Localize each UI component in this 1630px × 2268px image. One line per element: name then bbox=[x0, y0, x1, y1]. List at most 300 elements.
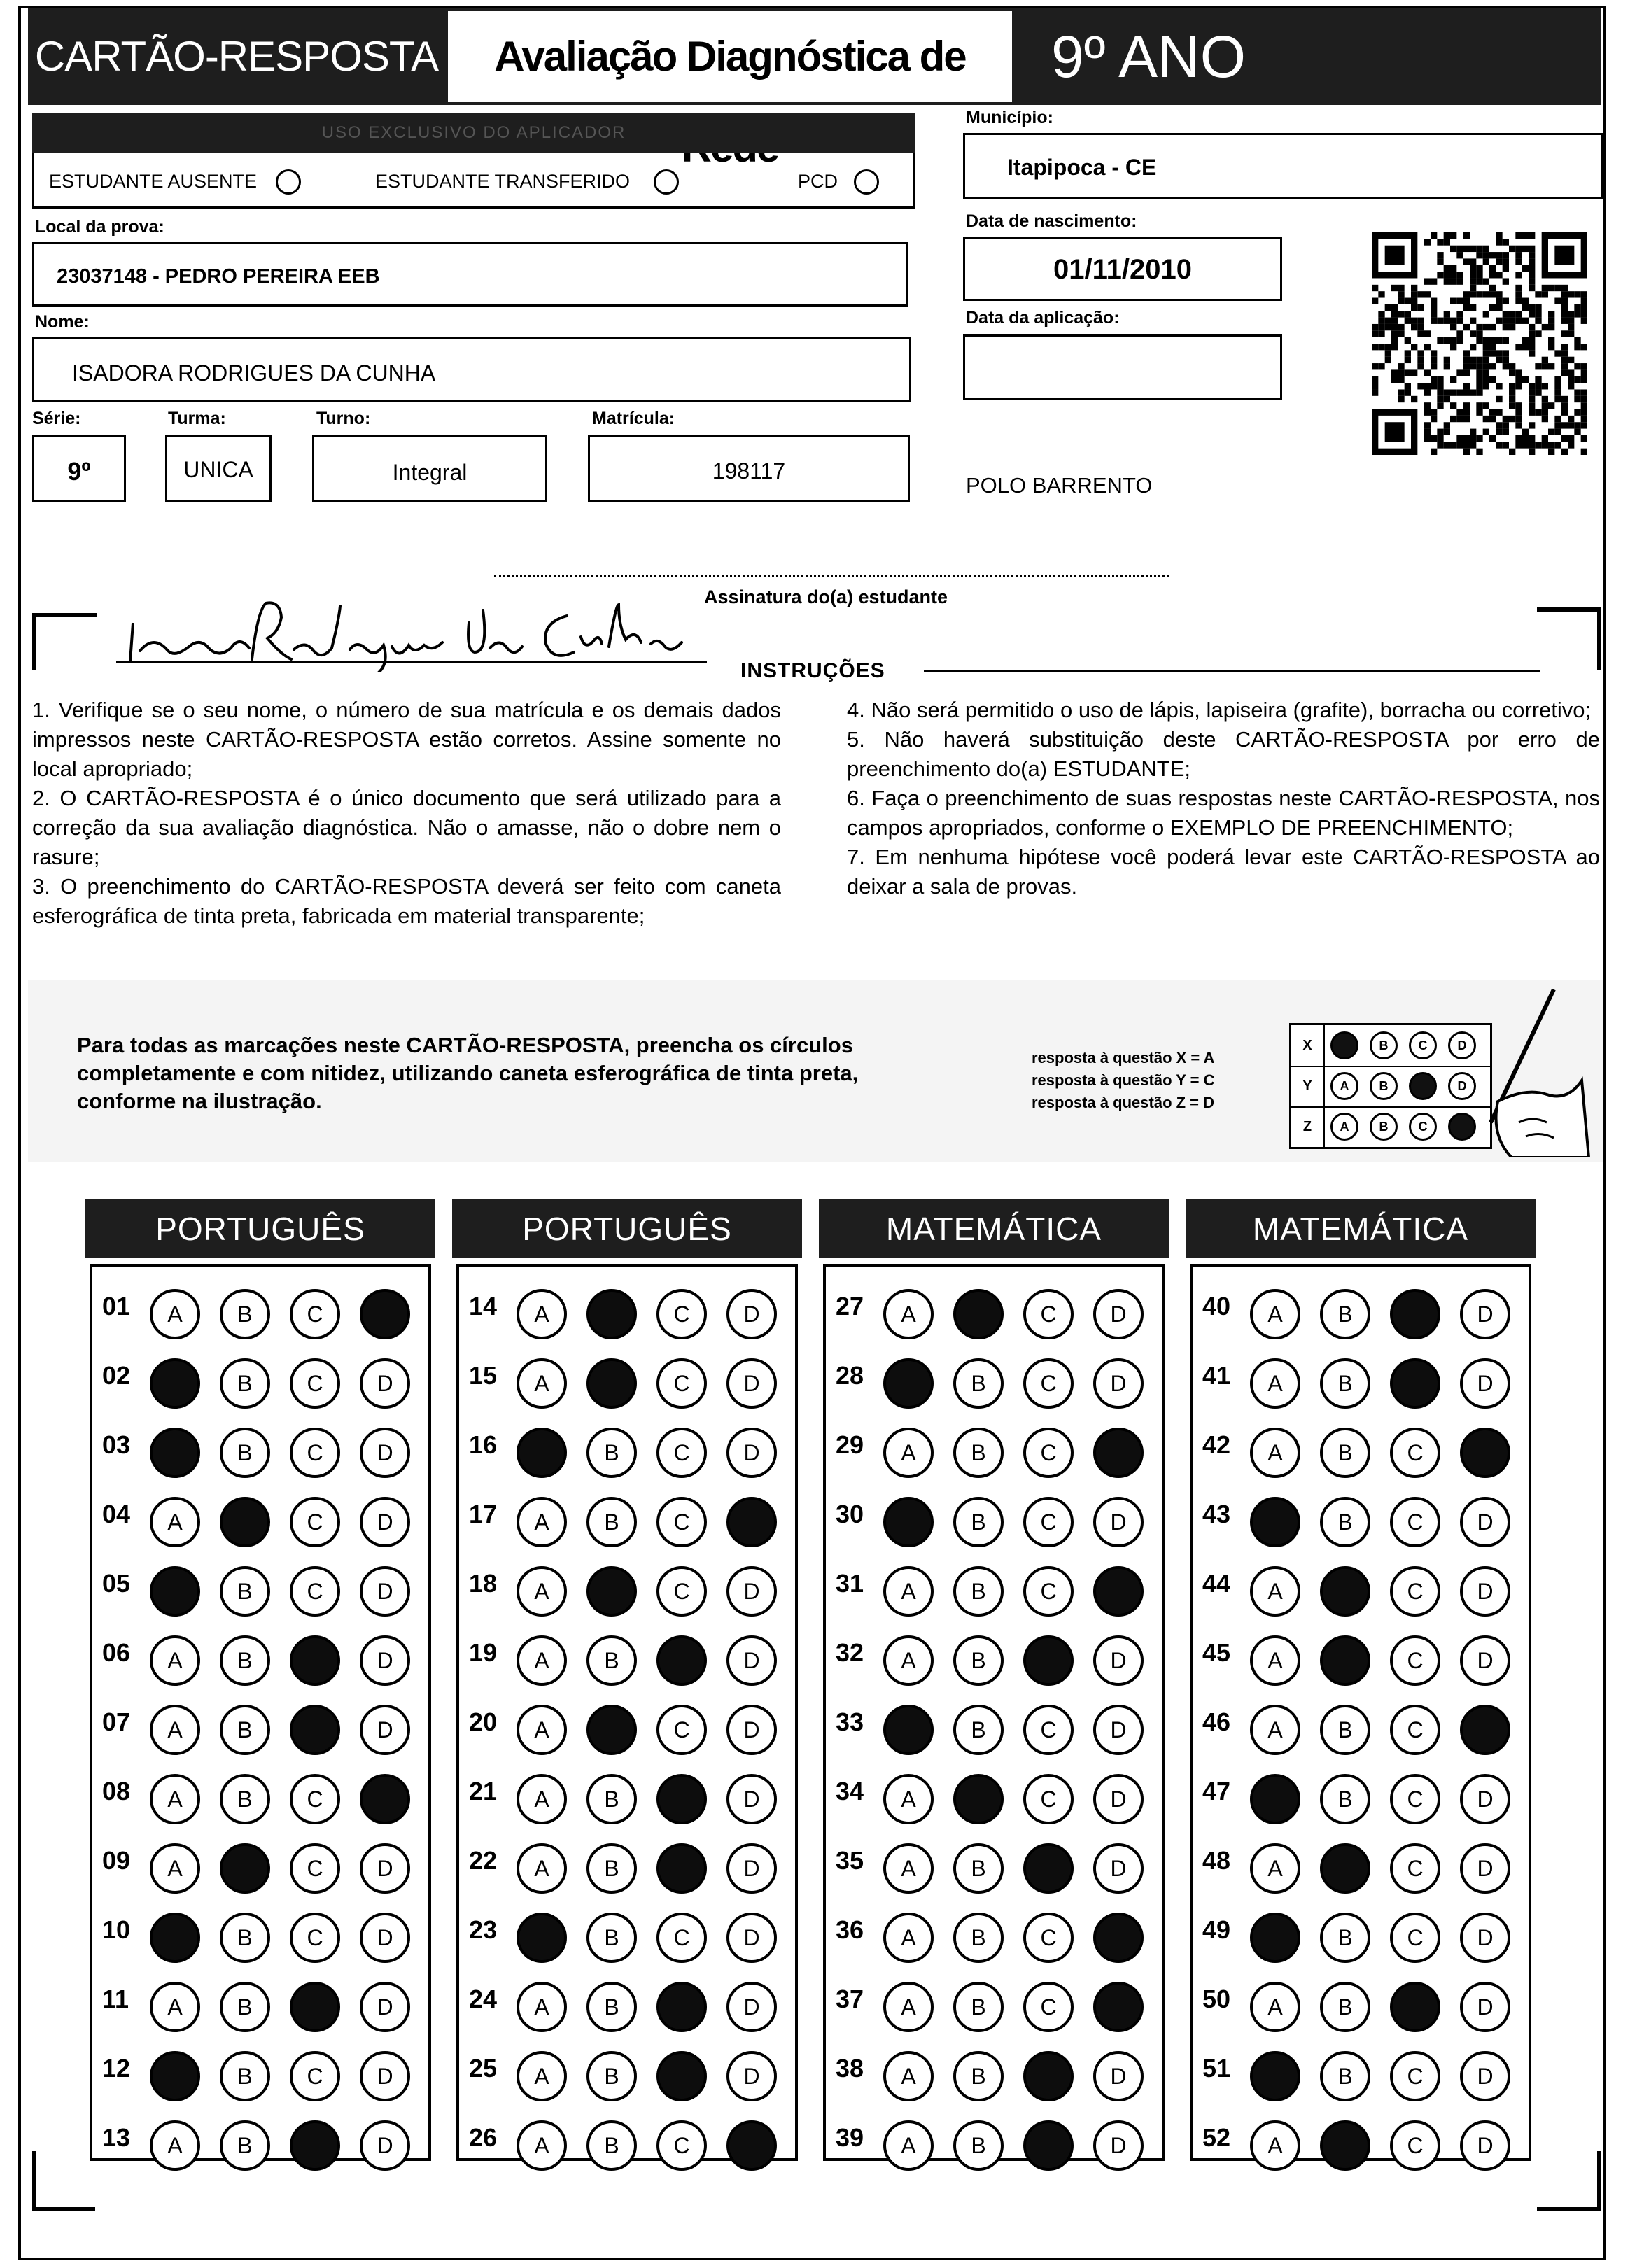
answer-bubble-c[interactable] bbox=[290, 1705, 340, 1755]
section-answer-box bbox=[456, 1264, 798, 2161]
answer-bubble-b[interactable] bbox=[953, 1289, 1004, 1339]
turma-label: Turma: bbox=[168, 409, 226, 428]
example-answer-line: resposta à questão X = A bbox=[1032, 1049, 1215, 1066]
answer-bubble-d[interactable] bbox=[1093, 1982, 1144, 2032]
answer-bubble-d[interactable] bbox=[726, 1497, 777, 1547]
answer-bubble-b[interactable] bbox=[1320, 1843, 1370, 1894]
question-number: 35 bbox=[836, 1846, 864, 1875]
answer-bubble-c[interactable]: C bbox=[656, 1428, 707, 1478]
answer-bubble-d[interactable]: D bbox=[726, 1705, 777, 1755]
answer-bubble-b[interactable]: B bbox=[1320, 1774, 1370, 1824]
example-answers bbox=[1032, 1047, 1214, 1114]
answer-bubble-d[interactable] bbox=[1460, 1428, 1510, 1478]
question-row bbox=[826, 2106, 1162, 2169]
answer-bubble-b[interactable]: B bbox=[220, 1566, 270, 1617]
question-number: 26 bbox=[469, 2123, 498, 2152]
answer-bubble-d[interactable]: D bbox=[1093, 1774, 1144, 1824]
example-bubble-a: A bbox=[1330, 1072, 1358, 1100]
answer-bubble-a[interactable]: A bbox=[150, 1774, 200, 1824]
answer-bubble-c[interactable]: C bbox=[290, 1358, 340, 1409]
answer-bubble-a[interactable] bbox=[150, 2051, 200, 2101]
answer-bubble-d[interactable]: D bbox=[726, 1843, 777, 1894]
question-row bbox=[459, 1691, 795, 1754]
answer-bubble-c[interactable]: C bbox=[656, 2120, 707, 2171]
answer-bubble-d[interactable]: D bbox=[1093, 2051, 1144, 2101]
answer-bubble-b[interactable]: B bbox=[220, 1913, 270, 1963]
answer-bubble-b[interactable]: B bbox=[220, 1635, 270, 1686]
answer-bubble-d[interactable]: D bbox=[360, 1913, 410, 1963]
question-row bbox=[92, 1275, 428, 1338]
answer-bubble-b[interactable]: B bbox=[953, 1982, 1004, 2032]
question-number: 01 bbox=[102, 1292, 131, 1320]
answer-bubble-b[interactable] bbox=[953, 1774, 1004, 1824]
answer-bubble-c[interactable]: C bbox=[290, 1497, 340, 1547]
question-number: 27 bbox=[836, 1292, 864, 1320]
answer-bubble-b[interactable]: B bbox=[1320, 1289, 1370, 1339]
question-row bbox=[459, 1344, 795, 1407]
answer-bubble-c[interactable] bbox=[290, 1982, 340, 2032]
answer-bubble-a[interactable]: A bbox=[883, 1843, 934, 1894]
example-bubble-c: C bbox=[1409, 1113, 1437, 1141]
answer-bubble-b[interactable]: B bbox=[953, 1843, 1004, 1894]
answer-bubble-b[interactable]: B bbox=[586, 1497, 637, 1547]
answer-bubble-d[interactable]: D bbox=[1460, 1982, 1510, 2032]
question-row bbox=[826, 2037, 1162, 2100]
answer-bubble-a[interactable]: A bbox=[517, 1705, 567, 1755]
answer-bubble-a[interactable] bbox=[1250, 1497, 1300, 1547]
answer-bubble-c[interactable] bbox=[290, 2120, 340, 2171]
example-grid bbox=[1289, 1023, 1492, 1149]
corner-bottom-left bbox=[32, 2151, 95, 2211]
answer-bubble-b[interactable]: B bbox=[220, 2120, 270, 2171]
answer-bubble-a[interactable]: A bbox=[150, 1843, 200, 1894]
answer-bubble-d[interactable]: D bbox=[360, 2120, 410, 2171]
answer-bubble-a[interactable]: A bbox=[883, 1428, 934, 1478]
absent-label: ESTUDANTE AUSENTE bbox=[49, 171, 258, 192]
answer-bubble-a[interactable]: A bbox=[1250, 1428, 1300, 1478]
answer-bubble-b[interactable]: B bbox=[1320, 1705, 1370, 1755]
answer-bubble-b[interactable]: B bbox=[953, 2120, 1004, 2171]
answer-bubble-c[interactable]: C bbox=[1023, 1913, 1074, 1963]
question-number: 31 bbox=[836, 1569, 864, 1598]
answer-bubble-c[interactable] bbox=[1023, 2120, 1074, 2171]
answer-bubble-b[interactable]: B bbox=[1320, 2051, 1370, 2101]
answer-bubble-a[interactable]: A bbox=[517, 2051, 567, 2101]
answer-bubble-d[interactable] bbox=[1093, 1428, 1144, 1478]
instruction-item: 6. Faça o preenchimento de suas respostas neste CARTÃO-RESPOSTA, nos campos apropriados, conforme o EXEMPLO DE PREENCHIMENTO; bbox=[847, 786, 1600, 840]
answer-bubble-b[interactable]: B bbox=[586, 1635, 637, 1686]
answer-bubble-b[interactable]: B bbox=[220, 2051, 270, 2101]
answer-bubble-d[interactable]: D bbox=[726, 1982, 777, 2032]
transferred-radio[interactable] bbox=[654, 169, 679, 195]
answer-bubble-d[interactable]: D bbox=[360, 1358, 410, 1409]
answer-bubble-c[interactable]: C bbox=[290, 2051, 340, 2101]
answer-bubble-a[interactable]: A bbox=[1250, 1705, 1300, 1755]
answer-bubble-b[interactable]: B bbox=[586, 1843, 637, 1894]
question-row bbox=[826, 1829, 1162, 1892]
answer-bubble-c[interactable]: C bbox=[290, 1913, 340, 1963]
answer-bubble-b[interactable]: B bbox=[586, 1774, 637, 1824]
answer-bubble-d[interactable]: D bbox=[726, 1289, 777, 1339]
answer-bubble-c[interactable] bbox=[1023, 1635, 1074, 1686]
answer-bubble-d[interactable]: D bbox=[1460, 1289, 1510, 1339]
answer-bubble-d[interactable]: D bbox=[360, 1635, 410, 1686]
answer-bubble-b[interactable] bbox=[586, 1358, 637, 1409]
answer-bubble-a[interactable]: A bbox=[150, 1635, 200, 1686]
question-number: 41 bbox=[1202, 1361, 1231, 1390]
answer-bubble-d[interactable] bbox=[1093, 1913, 1144, 1963]
question-number: 25 bbox=[469, 2054, 498, 2083]
example-bubble-a: A bbox=[1330, 1113, 1358, 1141]
instruction-item: 4. Não será permitido o uso de lápis, lapiseira (grafite), borracha ou corretivo; bbox=[847, 698, 1592, 722]
question-row bbox=[459, 1552, 795, 1615]
answer-bubble-d[interactable]: D bbox=[1093, 1843, 1144, 1894]
example-text: Para todas as marcações neste CARTÃO-RESPOSTA, preencha os círculos completamente e com nitidez, utilizando caneta esferográfica de tinta preta, conforme na ilustração. bbox=[77, 1033, 859, 1113]
question-number: 07 bbox=[102, 1707, 131, 1736]
answer-bubble-c[interactable]: C bbox=[290, 1428, 340, 1478]
answer-bubble-c[interactable]: C bbox=[656, 1566, 707, 1617]
question-row bbox=[92, 1344, 428, 1407]
answer-bubble-d[interactable]: D bbox=[726, 1635, 777, 1686]
answer-bubble-b[interactable] bbox=[586, 1566, 637, 1617]
answer-bubble-d[interactable]: D bbox=[1460, 1358, 1510, 1409]
answer-bubble-c[interactable]: C bbox=[1390, 1705, 1440, 1755]
answer-bubble-a[interactable] bbox=[1250, 1774, 1300, 1824]
answer-bubble-a[interactable]: A bbox=[1250, 1566, 1300, 1617]
answer-bubble-c[interactable]: C bbox=[1390, 1566, 1440, 1617]
answer-bubble-c[interactable]: C bbox=[1390, 1635, 1440, 1686]
section-answer-box bbox=[823, 1264, 1165, 2161]
answer-bubble-b[interactable]: B bbox=[953, 1428, 1004, 1478]
answer-bubble-d[interactable]: D bbox=[1460, 1635, 1510, 1686]
answer-bubble-a[interactable]: A bbox=[1250, 1358, 1300, 1409]
answer-bubble-b[interactable]: B bbox=[953, 1913, 1004, 1963]
answer-bubble-d[interactable]: D bbox=[1460, 1566, 1510, 1617]
answer-bubble-a[interactable] bbox=[150, 1428, 200, 1478]
section-header: MATEMÁTICA bbox=[1186, 1199, 1536, 1258]
question-row bbox=[92, 2106, 428, 2169]
question-number: 42 bbox=[1202, 1430, 1231, 1459]
absent-radio[interactable] bbox=[276, 169, 301, 195]
answer-bubble-b[interactable]: B bbox=[586, 2120, 637, 2171]
question-row bbox=[459, 1968, 795, 2031]
answer-bubble-a[interactable]: A bbox=[150, 2120, 200, 2171]
local-value: 23037148 - PEDRO PEREIRA EEB bbox=[57, 265, 380, 288]
answer-bubble-b[interactable] bbox=[1320, 1566, 1370, 1617]
answer-bubble-a[interactable]: A bbox=[150, 1497, 200, 1547]
answer-bubble-a[interactable]: A bbox=[883, 1635, 934, 1686]
answer-bubble-d[interactable]: D bbox=[360, 1428, 410, 1478]
answer-bubble-d[interactable]: D bbox=[360, 1843, 410, 1894]
matricula-value: 198117 bbox=[712, 458, 786, 484]
answer-bubble-b[interactable] bbox=[586, 1705, 637, 1755]
answer-bubble-d[interactable]: D bbox=[726, 1428, 777, 1478]
example-question-label: X bbox=[1291, 1025, 1325, 1066]
answer-bubble-a[interactable] bbox=[883, 1497, 934, 1547]
question-row bbox=[826, 1483, 1162, 1546]
answer-bubble-a[interactable]: A bbox=[883, 1913, 934, 1963]
answer-bubble-c[interactable] bbox=[1023, 1843, 1074, 1894]
answer-bubble-a[interactable] bbox=[1250, 2051, 1300, 2101]
answer-bubble-b[interactable]: B bbox=[953, 1635, 1004, 1686]
answer-bubble-d[interactable] bbox=[1460, 1705, 1510, 1755]
section-header: MATEMÁTICA bbox=[819, 1199, 1169, 1258]
question-number: 43 bbox=[1202, 1500, 1231, 1528]
answer-bubble-c[interactable] bbox=[1390, 1289, 1440, 1339]
answer-bubble-c[interactable]: C bbox=[1023, 1428, 1074, 1478]
answer-bubble-c[interactable] bbox=[656, 2051, 707, 2101]
turno-value: Integral bbox=[392, 460, 468, 485]
answer-bubble-c[interactable]: C bbox=[290, 1843, 340, 1894]
answer-bubble-c[interactable]: C bbox=[1023, 1358, 1074, 1409]
answer-bubble-b[interactable]: B bbox=[953, 1566, 1004, 1617]
question-row bbox=[1193, 2037, 1529, 2100]
matricula-field bbox=[588, 435, 910, 502]
answer-bubble-a[interactable] bbox=[1250, 1913, 1300, 1963]
answer-bubble-a[interactable]: A bbox=[517, 1566, 567, 1617]
answer-bubble-b[interactable]: B bbox=[220, 1982, 270, 2032]
answer-bubble-c[interactable] bbox=[1390, 1358, 1440, 1409]
answer-bubble-a[interactable]: A bbox=[517, 2120, 567, 2171]
answer-bubble-b[interactable]: B bbox=[953, 1705, 1004, 1755]
question-row bbox=[1193, 1829, 1529, 1892]
answer-bubble-b[interactable]: B bbox=[220, 1705, 270, 1755]
answer-bubble-c[interactable]: C bbox=[1390, 1497, 1440, 1547]
answer-bubble-a[interactable]: A bbox=[1250, 1982, 1300, 2032]
answer-bubble-a[interactable]: A bbox=[883, 2120, 934, 2171]
example-bubble-d: D bbox=[1448, 1072, 1476, 1100]
answer-bubble-c[interactable]: C bbox=[656, 1289, 707, 1339]
answer-bubble-b[interactable]: B bbox=[586, 2051, 637, 2101]
answer-bubble-d[interactable]: D bbox=[1460, 1774, 1510, 1824]
answer-bubble-a[interactable]: A bbox=[883, 1982, 934, 2032]
answer-bubble-a[interactable] bbox=[150, 1358, 200, 1409]
applicator-bar: USO EXCLUSIVO DO APLICADOR bbox=[32, 113, 915, 153]
question-number: 19 bbox=[469, 1638, 498, 1667]
question-number: 11 bbox=[102, 1985, 129, 2013]
instruction-item: 5. Não haverá substituição deste CARTÃO-RESPOSTA por erro de preenchimento do(a) ESTUDANTE; bbox=[847, 727, 1600, 781]
question-row bbox=[92, 1621, 428, 1684]
answer-bubble-c[interactable]: C bbox=[1390, 1843, 1440, 1894]
answer-bubble-a[interactable]: A bbox=[1250, 1843, 1300, 1894]
answer-bubble-b[interactable] bbox=[1320, 1635, 1370, 1686]
answer-bubble-a[interactable]: A bbox=[1250, 2120, 1300, 2171]
answer-bubble-d[interactable]: D bbox=[726, 1566, 777, 1617]
answer-bubble-b[interactable] bbox=[220, 1843, 270, 1894]
answer-bubble-b[interactable]: B bbox=[220, 1428, 270, 1478]
answer-bubble-c[interactable]: C bbox=[1390, 1428, 1440, 1478]
question-row bbox=[92, 1829, 428, 1892]
section-answer-box bbox=[1190, 1264, 1531, 2161]
answer-bubble-c[interactable] bbox=[656, 1843, 707, 1894]
answer-bubble-b[interactable] bbox=[220, 1497, 270, 1547]
answer-bubble-a[interactable]: A bbox=[150, 1705, 200, 1755]
answer-bubble-a[interactable]: A bbox=[517, 1982, 567, 2032]
pcd-radio[interactable] bbox=[854, 169, 879, 195]
answer-bubble-b[interactable]: B bbox=[1320, 1428, 1370, 1478]
signature-label: Assinatura do(a) estudante bbox=[704, 586, 948, 607]
answer-bubble-a[interactable] bbox=[883, 1705, 934, 1755]
birthdate-label: Data de nascimento: bbox=[966, 211, 1137, 231]
answer-bubble-b[interactable]: B bbox=[220, 1358, 270, 1409]
answer-bubble-d[interactable]: D bbox=[1460, 2051, 1510, 2101]
municipio-label: Município: bbox=[966, 108, 1053, 127]
answer-bubble-d[interactable]: D bbox=[726, 1913, 777, 1963]
answer-bubble-a[interactable] bbox=[517, 1913, 567, 1963]
question-number: 45 bbox=[1202, 1638, 1231, 1667]
answer-bubble-d[interactable] bbox=[360, 1289, 410, 1339]
answer-bubble-c[interactable]: C bbox=[1390, 2120, 1440, 2171]
answer-bubble-d[interactable]: D bbox=[360, 1705, 410, 1755]
question-row bbox=[826, 1621, 1162, 1684]
answer-bubble-b[interactable]: B bbox=[586, 1913, 637, 1963]
answer-bubble-a[interactable] bbox=[150, 1913, 200, 1963]
answer-bubble-c[interactable]: C bbox=[1390, 2051, 1440, 2101]
answer-bubble-c[interactable] bbox=[1023, 2051, 1074, 2101]
question-number: 37 bbox=[836, 1985, 864, 2013]
answer-bubble-d[interactable]: D bbox=[360, 1566, 410, 1617]
question-row bbox=[459, 1899, 795, 1961]
example-row bbox=[1291, 1106, 1490, 1147]
answer-bubble-c[interactable]: C bbox=[1390, 1774, 1440, 1824]
answer-bubble-a[interactable] bbox=[517, 1428, 567, 1478]
answer-bubble-d[interactable]: D bbox=[360, 1497, 410, 1547]
question-row bbox=[1193, 1483, 1529, 1546]
question-row bbox=[92, 1760, 428, 1823]
answer-bubble-b[interactable]: B bbox=[1320, 1913, 1370, 1963]
question-row bbox=[826, 1968, 1162, 2031]
answer-bubble-d[interactable]: D bbox=[360, 1982, 410, 2032]
answer-bubble-a[interactable]: A bbox=[883, 2051, 934, 2101]
answer-bubble-c[interactable]: C bbox=[1390, 1913, 1440, 1963]
answer-bubble-c[interactable]: C bbox=[656, 1358, 707, 1409]
question-number: 40 bbox=[1202, 1292, 1231, 1320]
application-date-field bbox=[963, 334, 1282, 400]
answer-bubble-d[interactable]: D bbox=[1460, 2120, 1510, 2171]
question-number: 15 bbox=[469, 1361, 498, 1390]
answer-bubble-c[interactable]: C bbox=[1023, 1982, 1074, 2032]
question-row bbox=[92, 1414, 428, 1477]
answer-bubble-d[interactable]: D bbox=[1460, 1497, 1510, 1547]
answer-bubble-a[interactable]: A bbox=[517, 1774, 567, 1824]
answer-bubble-a[interactable]: A bbox=[883, 1289, 934, 1339]
answer-bubble-c[interactable]: C bbox=[656, 1913, 707, 1963]
answer-bubble-b[interactable]: B bbox=[1320, 1358, 1370, 1409]
answer-bubble-d[interactable]: D bbox=[726, 1358, 777, 1409]
answer-bubble-d[interactable]: D bbox=[1093, 1289, 1144, 1339]
answer-bubble-b[interactable] bbox=[1320, 2120, 1370, 2171]
instruction-item: 2. O CARTÃO-RESPOSTA é o único documento que será utilizado para a correção da sua avaliação diagnóstica. Não o amasse, não o dobre nem o rasure; bbox=[32, 786, 781, 869]
answer-bubble-a[interactable]: A bbox=[1250, 1635, 1300, 1686]
answer-bubble-d[interactable]: D bbox=[1093, 1358, 1144, 1409]
question-number: 10 bbox=[102, 1915, 131, 1944]
question-row bbox=[1193, 1691, 1529, 1754]
question-row bbox=[1193, 2106, 1529, 2169]
example-bubble-b: B bbox=[1370, 1113, 1398, 1141]
question-number: 06 bbox=[102, 1638, 131, 1667]
answer-bubble-a[interactable]: A bbox=[517, 1289, 567, 1339]
answer-bubble-b[interactable]: B bbox=[953, 2051, 1004, 2101]
answer-bubble-c[interactable] bbox=[656, 1774, 707, 1824]
question-number: 28 bbox=[836, 1361, 864, 1390]
instructions-left bbox=[32, 696, 781, 931]
question-row bbox=[459, 1414, 795, 1477]
grade-title: 9º ANO bbox=[1015, 8, 1601, 105]
answer-bubble-a[interactable]: A bbox=[150, 1289, 200, 1339]
question-row bbox=[1193, 1344, 1529, 1407]
answer-bubble-c[interactable] bbox=[290, 1635, 340, 1686]
answer-bubble-a[interactable]: A bbox=[883, 1566, 934, 1617]
answer-bubble-d[interactable]: D bbox=[1093, 2120, 1144, 2171]
question-number: 47 bbox=[1202, 1777, 1231, 1805]
answer-bubble-a[interactable]: A bbox=[883, 1774, 934, 1824]
answer-bubble-d[interactable]: D bbox=[726, 1774, 777, 1824]
answer-bubble-c[interactable]: C bbox=[656, 1705, 707, 1755]
question-row bbox=[92, 1483, 428, 1546]
question-row bbox=[459, 1275, 795, 1338]
serie-field bbox=[32, 435, 126, 502]
answer-bubble-d[interactable]: D bbox=[360, 2051, 410, 2101]
answer-bubble-b[interactable]: B bbox=[953, 1497, 1004, 1547]
question-number: 29 bbox=[836, 1430, 864, 1459]
answer-bubble-c[interactable]: C bbox=[1023, 1774, 1074, 1824]
answer-bubble-b[interactable]: B bbox=[953, 1358, 1004, 1409]
answer-bubble-d[interactable] bbox=[1093, 1566, 1144, 1617]
answer-bubble-b[interactable]: B bbox=[1320, 1497, 1370, 1547]
answer-bubble-a[interactable]: A bbox=[517, 1358, 567, 1409]
answer-bubble-a[interactable]: A bbox=[150, 1982, 200, 2032]
answer-bubble-d[interactable]: D bbox=[1460, 1843, 1510, 1894]
answer-bubble-d[interactable]: D bbox=[1093, 1635, 1144, 1686]
answer-bubble-a[interactable]: A bbox=[517, 1843, 567, 1894]
answer-bubble-d[interactable] bbox=[726, 2120, 777, 2171]
answer-bubble-c[interactable]: C bbox=[290, 1289, 340, 1339]
answer-bubble-a[interactable]: A bbox=[517, 1497, 567, 1547]
answer-bubble-d[interactable]: D bbox=[1460, 1913, 1510, 1963]
answer-bubble-b[interactable]: B bbox=[586, 1982, 637, 2032]
question-number: 05 bbox=[102, 1569, 131, 1598]
answer-bubble-c[interactable]: C bbox=[1023, 1497, 1074, 1547]
answer-bubble-b[interactable]: B bbox=[1320, 1982, 1370, 2032]
answer-bubble-a[interactable] bbox=[883, 1358, 934, 1409]
example-row bbox=[1291, 1066, 1490, 1108]
answer-bubble-c[interactable] bbox=[656, 1635, 707, 1686]
answer-bubble-a[interactable]: A bbox=[517, 1635, 567, 1686]
answer-bubble-a[interactable] bbox=[150, 1566, 200, 1617]
answer-bubble-b[interactable]: B bbox=[586, 1428, 637, 1478]
answer-bubble-c[interactable]: C bbox=[1023, 1705, 1074, 1755]
answer-bubble-d[interactable] bbox=[360, 1774, 410, 1824]
transferred-label: ESTUDANTE TRANSFERIDO bbox=[375, 171, 631, 192]
answer-bubble-c[interactable] bbox=[1390, 1982, 1440, 2032]
birthdate-value: 01/11/2010 bbox=[1053, 254, 1192, 285]
answer-bubble-c[interactable]: C bbox=[290, 1774, 340, 1824]
answer-bubble-c[interactable]: C bbox=[656, 1497, 707, 1547]
signature-line bbox=[494, 575, 1169, 577]
answer-bubble-d[interactable]: D bbox=[1093, 1705, 1144, 1755]
section-header: PORTUGUÊS bbox=[452, 1199, 802, 1258]
answer-bubble-b[interactable]: B bbox=[220, 1289, 270, 1339]
answer-bubble-a[interactable]: A bbox=[1250, 1289, 1300, 1339]
answer-bubble-c[interactable]: C bbox=[1023, 1289, 1074, 1339]
answer-bubble-d[interactable]: D bbox=[1093, 1497, 1144, 1547]
answer-bubble-d[interactable]: D bbox=[726, 2051, 777, 2101]
answer-bubble-c[interactable]: C bbox=[290, 1566, 340, 1617]
answer-bubble-c[interactable] bbox=[656, 1982, 707, 2032]
answer-bubble-b[interactable]: B bbox=[220, 1774, 270, 1824]
answer-bubble-b[interactable] bbox=[586, 1289, 637, 1339]
answer-bubble-c[interactable]: C bbox=[1023, 1566, 1074, 1617]
